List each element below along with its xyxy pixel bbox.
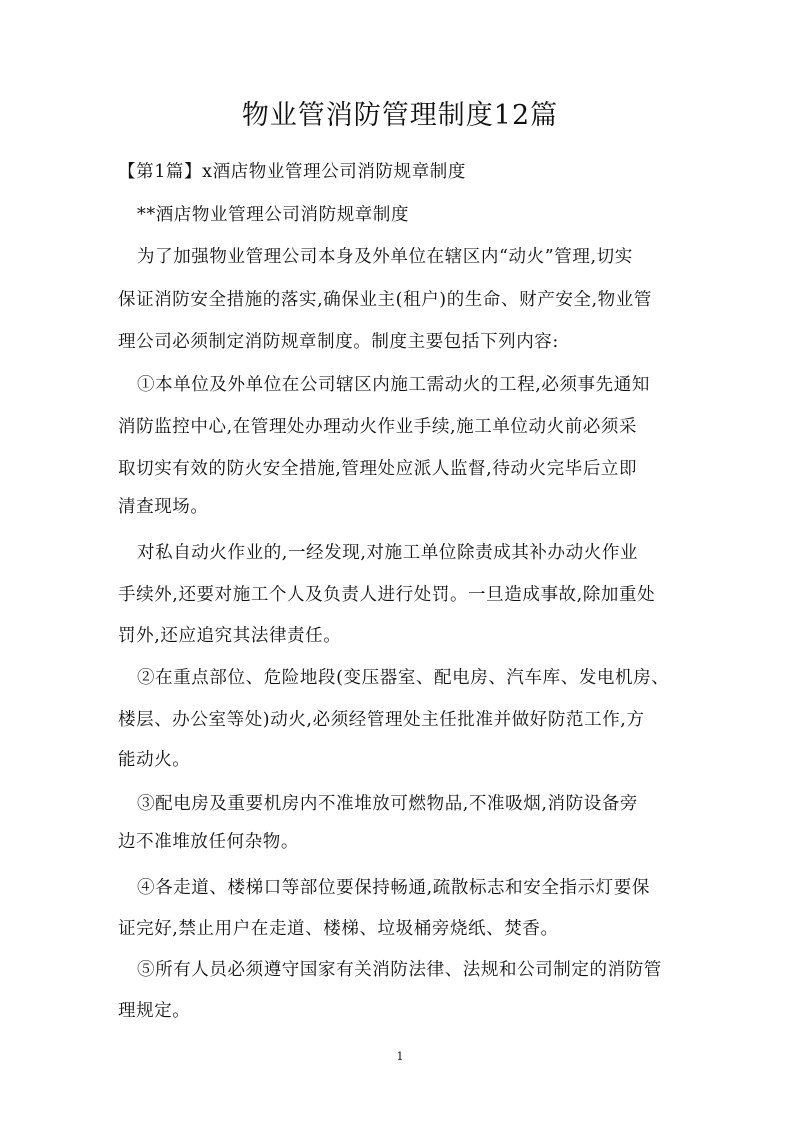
paragraph-line: ③配电房及重要机房内不准堆放可燃物品,不准吸烟,消防设备旁 — [137, 794, 639, 814]
section-heading: 【第1篇】x酒店物业管理公司消防规章制度 — [118, 162, 467, 182]
paragraph-line: 手续外,还要对施工个人及负责人进行处罚。一旦造成事故,除加重处 — [118, 585, 656, 605]
paragraph-line: 楼层、办公室等处)动火,必须经管理处主任批准并做好防范工作,方 — [118, 710, 645, 730]
paragraph-line: ④各走道、楼梯口等部位要保持畅通,疏散标志和安全指示灯要保 — [137, 878, 650, 898]
paragraph-line: 取切实有效的防火安全措施,管理处应派人监督,待动火完毕后立即 — [118, 459, 638, 479]
paragraph-line: 保证消防安全措施的落实,确保业主(租户)的生命、财产安全,物业管 — [118, 290, 652, 310]
paragraph-line: 理规定。 — [118, 1001, 191, 1021]
paragraph-line: ①本单位及外单位在公司辖区内施工需动火的工程,必须事先通知 — [137, 375, 650, 395]
paragraph-line: 为了加强物业管理公司本身及外单位在辖区内“动火”管理,切实 — [137, 247, 633, 267]
paragraph-line: 能动火。 — [118, 750, 191, 770]
paragraph-line: 对私自动火作业的,一经发现,对施工单位除责成其补办动火作业 — [137, 543, 639, 563]
paragraph-line: ②在重点部位、危险地段(变压器室、配电房、汽车库、发电机房、 — [137, 668, 670, 688]
paragraph-line: 罚外,还应追究其法律责任。 — [118, 626, 342, 646]
paragraph-line: 清查现场。 — [118, 497, 209, 517]
page-number: 1 — [396, 1050, 404, 1063]
paragraph-line: ⑤所有人员必须遵守国家有关消防法律、法规和公司制定的消防管 — [137, 960, 662, 980]
paragraph-line: 消防监控中心,在管理处办理动火作业手续,施工单位动火前必须采 — [118, 417, 638, 437]
paragraph-line: 理公司必须制定消防规章制度。制度主要包括下列内容: — [118, 332, 559, 352]
subheading: **酒店物业管理公司消防规章制度 — [137, 205, 410, 225]
document-title: 物业管消防管理制度12篇 — [241, 100, 559, 131]
paragraph-line: 证完好,禁止用户在走道、楼梯、垃圾桶旁烧纸、焚香。 — [118, 919, 559, 939]
paragraph-line: 边不准堆放任何杂物。 — [118, 832, 299, 852]
